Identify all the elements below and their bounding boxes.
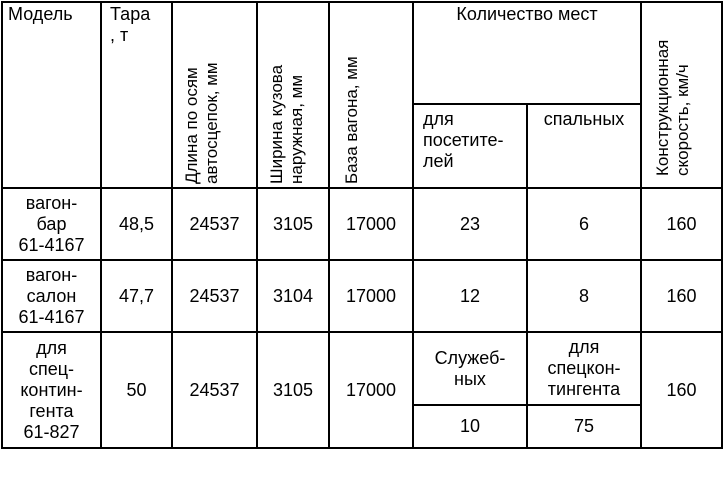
header-length: Длина по осям автосцепок, мм (182, 62, 221, 184)
row2-speed: 160 (666, 285, 697, 306)
header-places: Количество мест (456, 4, 598, 24)
row3-speed: 160 (666, 379, 697, 400)
header-sleeping: спальных (543, 109, 625, 129)
row3-subhead-contingent: для спецкон- тингента (547, 337, 621, 399)
row1-visitors: 23 (459, 213, 481, 234)
row3-visitors: 10 (459, 416, 481, 436)
row1-length: 24537 (189, 213, 240, 234)
row2-base: 17000 (345, 285, 397, 306)
row3-sleeping: 75 (573, 416, 595, 436)
row3-model: для спец- контин- гента 61-827 (20, 337, 83, 442)
header-visitors: для посетите- лей (423, 109, 504, 171)
header-base: База вагона, мм (342, 56, 361, 184)
row2-tara: 47,7 (118, 285, 155, 306)
row3-base: 17000 (345, 379, 397, 400)
header-model: Модель (8, 4, 73, 24)
header-speed: Конструкционная скорость, км/ч (653, 39, 692, 176)
row1-tara: 48,5 (118, 213, 155, 234)
header-tara: Тара , т (110, 4, 151, 45)
row1-base: 17000 (345, 213, 397, 234)
row3-length: 24537 (189, 379, 240, 400)
row2-visitors: 12 (459, 285, 481, 306)
row3-subhead-staff: Служеб- ных (434, 347, 506, 389)
row2-sleeping: 8 (578, 285, 589, 306)
row1-model: вагон- бар 61-4167 (18, 192, 85, 255)
row1-speed: 160 (666, 213, 697, 234)
row1-width: 3105 (272, 213, 314, 234)
row3-width: 3105 (272, 379, 314, 400)
row3-tara: 50 (126, 379, 147, 400)
row2-model: вагон- салон 61-4167 (18, 264, 85, 327)
row2-length: 24537 (189, 285, 240, 306)
header-width: Ширина кузова наружная, мм (267, 64, 306, 184)
row1-sleeping: 6 (578, 213, 589, 234)
row2-width: 3104 (272, 285, 314, 306)
